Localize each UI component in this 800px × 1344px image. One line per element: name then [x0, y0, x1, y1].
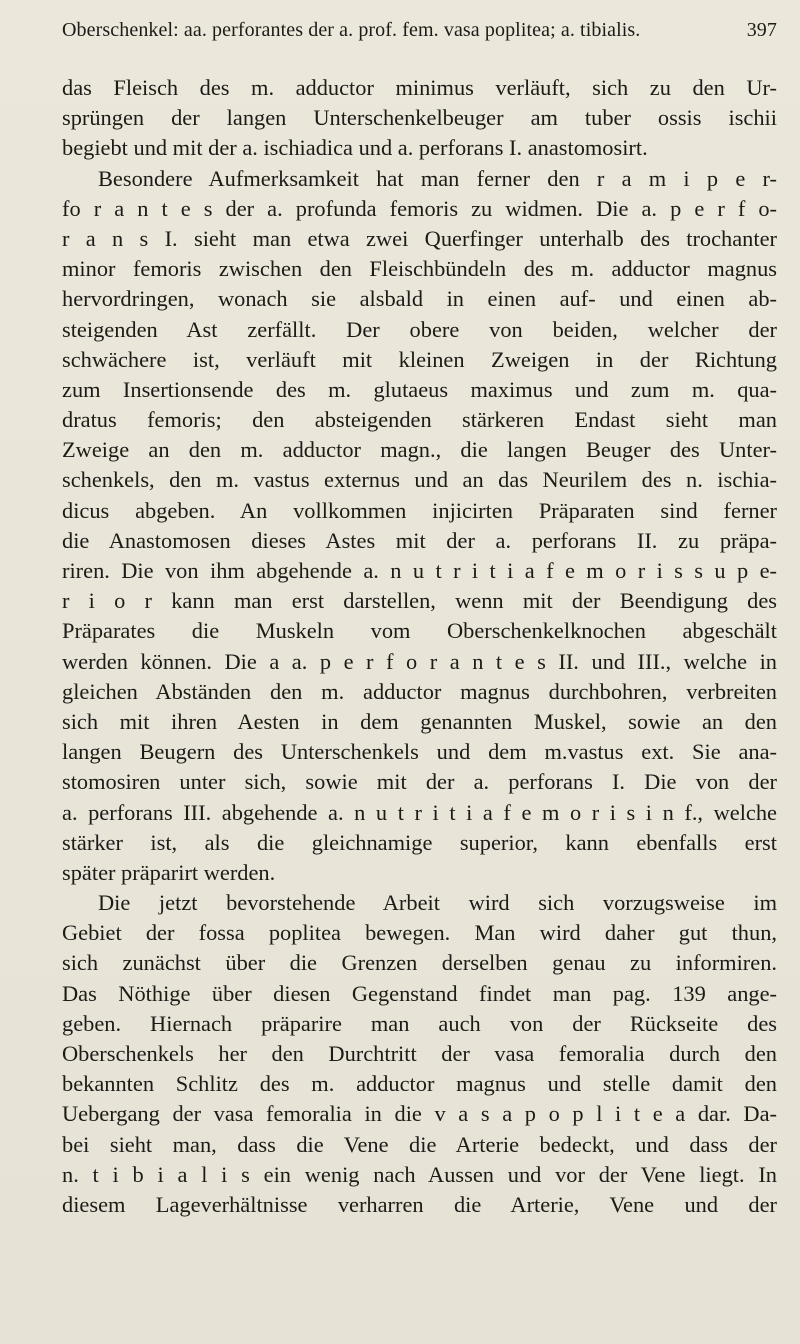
text-line: schenkels, den m. vastus externus und an das Neurilem des n. ischia- — [62, 467, 777, 493]
text-line: Besondere Aufmerksamkeit hat man ferner den r a m i p e r- — [98, 165, 777, 191]
text-line: Präparates die Muskeln vom Oberschenkelknochen abgeschält — [62, 618, 777, 644]
running-head — [62, 10, 777, 50]
text-line: sich mit ihren Aesten in dem genannten Muskel, sowie an den — [62, 708, 777, 734]
text-line: sich zunächst über die Grenzen derselben genau zu informiren. — [62, 950, 777, 976]
text-line: r i o r kann man erst darstellen, wenn mit der Beendigung des — [62, 588, 777, 614]
text-line: Das Nöthige über diesen Gegenstand findet man pag. 139 ange- — [62, 980, 777, 1006]
text-line: Oberschenkels her den Durchtritt der vasa femoralia durch den — [62, 1041, 777, 1066]
page-number: 397 — [746, 19, 777, 41]
text-line: langen Beugern des Unterschenkels und dem m.vastus ext. Sie ana- — [62, 739, 777, 765]
text-line: werden können. Die a a. p e r f o r a n t e s II. und III., welche in — [62, 648, 777, 674]
text-line: das Fleisch des m. adductor minimus verläuft, sich zu den Ur- — [62, 75, 777, 100]
text-line: bekannten Schlitz des m. adductor magnus und stelle damit den — [62, 1071, 777, 1097]
text-line: diesem Lageverhältnisse verharren die Arterie, Vene und der — [62, 1191, 777, 1217]
text-line: fo r a n t e s der a. profunda femoris zu widmen. Die a. p e r f o- — [62, 195, 777, 221]
text-line: stomosiren unter sich, sowie mit der a. perforans I. Die von der — [62, 769, 777, 795]
text-line: r a n s I. sieht man etwa zwei Querfinger unterhalb des trochanter — [62, 225, 777, 251]
text-line: riren. Die von ihm abgehende a. n u t r i t i a f e m o r i s s u p e- — [62, 558, 777, 583]
text-line: die Anastomosen dieses Astes mit der a. perforans II. zu präpa- — [62, 527, 777, 553]
text-line: a. perforans III. abgehende a. n u t r i t i a f e m o r i s i n f., welche — [62, 799, 777, 825]
text-line: stärker ist, als die gleichnamige superior, kann ebenfalls erst — [62, 829, 777, 855]
text-line: minor femoris zwischen den Fleischbündeln des m. adductor magnus — [62, 256, 777, 282]
text-line: Zweige an den m. adductor magn., die langen Beuger des Unter- — [62, 437, 777, 463]
text-line: gleichen Abständen den m. adductor magnus durchbohren, verbreiten — [62, 678, 777, 704]
body-text — [62, 73, 777, 1220]
text-line: sprüngen der langen Unterschenkelbeuger am tuber ossis ischii — [62, 105, 777, 131]
text-line: hervordringen, wonach sie alsbald in einen auf- und einen ab- — [62, 286, 777, 312]
text-line: geben. Hiernach präparire man auch von der Rückseite des — [62, 1010, 777, 1036]
text-line: dratus femoris; den absteigenden stärkeren Endast sieht man — [62, 407, 777, 433]
text-line: Uebergang der vasa femoralia in die v a s a p o p l i t e a dar. Da- — [62, 1101, 777, 1127]
running-head-title: Oberschenkel: aa. perforantes der a. prof. fem. vasa poplitea; a. tibialis. — [62, 19, 641, 41]
text-line: Die jetzt bevorstehende Arbeit wird sich vorzugsweise im — [98, 890, 777, 916]
text-line: steigenden Ast zerfällt. Der obere von beiden, welcher der — [62, 316, 777, 342]
text-line: begiebt und mit der a. ischiadica und a. perforans I. anastomosirt. — [62, 135, 648, 161]
text-line: zum Insertionsende des m. glutaeus maximus und zum m. qua- — [62, 376, 777, 402]
text-line: Gebiet der fossa poplitea bewegen. Man wird daher gut thun, — [62, 920, 777, 946]
text-line: bei sieht man, dass die Vene die Arterie bedeckt, und dass der — [62, 1131, 777, 1157]
text-line: n. t i b i a l i s ein wenig nach Aussen und vor der Vene liegt. In — [62, 1161, 777, 1187]
text-line: später präparirt werden. — [62, 859, 276, 885]
text-line: dicus abgeben. An vollkommen injicirten Präparaten sind ferner — [62, 497, 777, 523]
text-line: schwächere ist, verläuft mit kleinen Zweigen in der Richtung — [62, 346, 777, 372]
